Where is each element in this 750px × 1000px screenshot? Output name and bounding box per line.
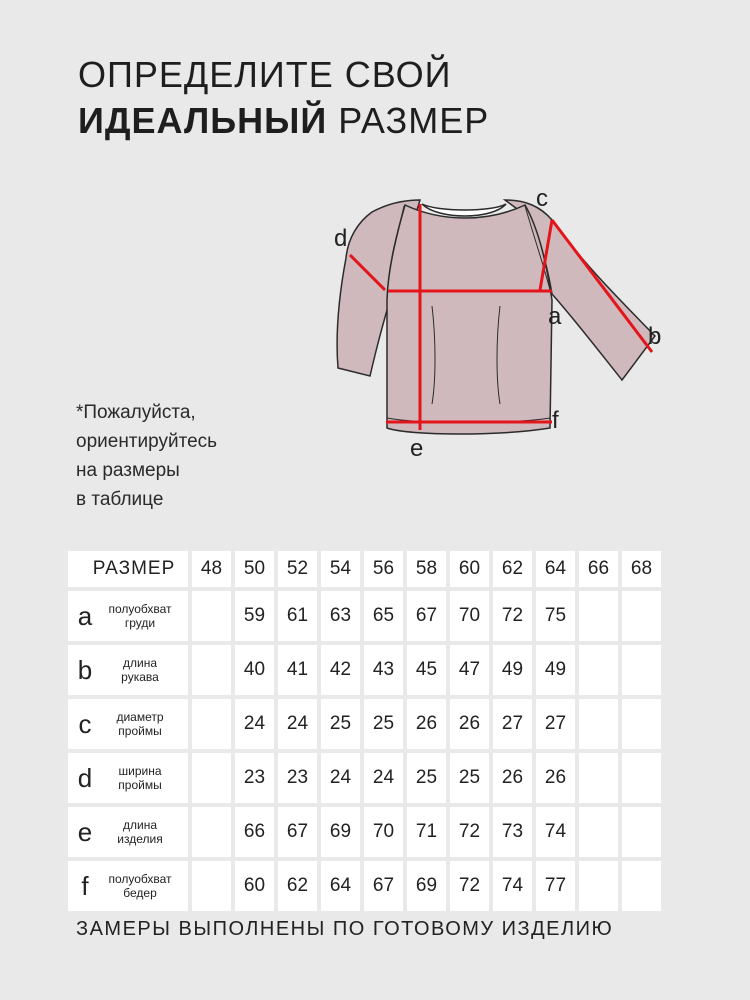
measurement-value: 70 bbox=[450, 591, 489, 641]
measurement-label bbox=[68, 699, 188, 749]
measurement-value: 24 bbox=[321, 753, 360, 803]
measurement-value bbox=[192, 861, 231, 911]
measurement-value: 69 bbox=[321, 807, 360, 857]
desc-line: проймы bbox=[118, 724, 162, 738]
measurement-value: 49 bbox=[536, 645, 575, 695]
measurement-value: 61 bbox=[278, 591, 317, 641]
measurement-label bbox=[68, 753, 188, 803]
garment-body bbox=[387, 205, 552, 434]
desc-line: полуобхват bbox=[108, 872, 172, 886]
note-line: на размеры bbox=[76, 460, 180, 481]
title-line-1: ОПРЕДЕЛИТЕ СВОЙ bbox=[78, 54, 452, 95]
measurement-value: 26 bbox=[407, 699, 446, 749]
measurement-value bbox=[622, 591, 661, 641]
measurement-value: 66 bbox=[235, 807, 274, 857]
measurement-value bbox=[192, 807, 231, 857]
measurement-value bbox=[622, 699, 661, 749]
measurement-label bbox=[68, 807, 188, 857]
title-bold-word: ИДЕАЛЬНЫЙ bbox=[78, 100, 328, 141]
measurement-value: 67 bbox=[407, 591, 446, 641]
measurement-value: 25 bbox=[407, 753, 446, 803]
measurement-row bbox=[68, 591, 661, 641]
measurement-letter: f bbox=[81, 870, 89, 901]
measurement-value: 72 bbox=[493, 591, 532, 641]
size-col: 50 bbox=[235, 551, 274, 587]
measurement-value: 24 bbox=[278, 699, 317, 749]
measurement-value bbox=[579, 861, 618, 911]
measurement-value: 40 bbox=[235, 645, 274, 695]
size-header-label: РАЗМЕР bbox=[68, 551, 188, 587]
measurement-label bbox=[68, 861, 188, 911]
measurement-desc bbox=[95, 656, 185, 684]
measurement-value: 67 bbox=[278, 807, 317, 857]
note-line: в таблице bbox=[76, 489, 164, 510]
measurement-value bbox=[579, 645, 618, 695]
measurement-value bbox=[579, 591, 618, 641]
measurement-row bbox=[68, 807, 661, 857]
measurement-value: 49 bbox=[493, 645, 532, 695]
measurement-value: 74 bbox=[493, 861, 532, 911]
measurement-letter: c bbox=[78, 708, 92, 739]
measurement-letter: e bbox=[77, 816, 93, 847]
note-line: *Пожалуйста, bbox=[76, 402, 196, 423]
measurement-value bbox=[192, 699, 231, 749]
measurement-value: 24 bbox=[235, 699, 274, 749]
measurement-value: 63 bbox=[321, 591, 360, 641]
size-header-row bbox=[68, 551, 661, 587]
size-col: 62 bbox=[493, 551, 532, 587]
measurement-value: 42 bbox=[321, 645, 360, 695]
measurement-value: 23 bbox=[278, 753, 317, 803]
measurement-desc bbox=[95, 872, 185, 900]
size-table bbox=[64, 547, 665, 915]
desc-line: рукава bbox=[121, 670, 159, 684]
measurement-label bbox=[68, 591, 188, 641]
measurement-value: 25 bbox=[321, 699, 360, 749]
measurement-value: 59 bbox=[235, 591, 274, 641]
label-e: e bbox=[410, 435, 424, 462]
measurement-value: 45 bbox=[407, 645, 446, 695]
measurement-value: 27 bbox=[536, 699, 575, 749]
measurement-value: 70 bbox=[364, 807, 403, 857]
sizing-note bbox=[76, 398, 296, 514]
measurement-value bbox=[622, 861, 661, 911]
measurement-row bbox=[68, 861, 661, 911]
measurement-desc bbox=[95, 602, 185, 630]
desc-line: проймы bbox=[118, 778, 162, 792]
size-col: 54 bbox=[321, 551, 360, 587]
measurement-letter: a bbox=[77, 600, 93, 631]
measurement-value: 67 bbox=[364, 861, 403, 911]
measurement-value: 25 bbox=[450, 753, 489, 803]
size-col: 48 bbox=[192, 551, 231, 587]
measurement-value: 23 bbox=[235, 753, 274, 803]
desc-line: ширина bbox=[118, 764, 162, 778]
measurement-desc bbox=[95, 764, 185, 792]
measurement-value: 26 bbox=[493, 753, 532, 803]
measurement-value: 72 bbox=[450, 861, 489, 911]
footer-note: ЗАМЕРЫ ВЫПОЛНЕНЫ ПО ГОТОВОМУ ИЗДЕЛИЮ bbox=[76, 918, 614, 940]
size-col: 58 bbox=[407, 551, 446, 587]
measurement-value: 60 bbox=[235, 861, 274, 911]
measurement-value bbox=[192, 753, 231, 803]
size-col: 66 bbox=[579, 551, 618, 587]
measurement-value: 71 bbox=[407, 807, 446, 857]
label-b: b bbox=[648, 323, 662, 350]
measurement-value: 41 bbox=[278, 645, 317, 695]
label-c: c bbox=[536, 185, 548, 212]
measurement-value: 62 bbox=[278, 861, 317, 911]
desc-line: бедер bbox=[123, 886, 157, 900]
measurement-value: 69 bbox=[407, 861, 446, 911]
measurement-value bbox=[622, 753, 661, 803]
size-col: 68 bbox=[622, 551, 661, 587]
measurement-row bbox=[68, 699, 661, 749]
measurement-value: 26 bbox=[450, 699, 489, 749]
measurement-value: 72 bbox=[450, 807, 489, 857]
label-a: a bbox=[548, 303, 562, 330]
size-col: 56 bbox=[364, 551, 403, 587]
desc-line: длина bbox=[122, 656, 157, 670]
size-col: 52 bbox=[278, 551, 317, 587]
measurement-value: 47 bbox=[450, 645, 489, 695]
measurement-value bbox=[622, 645, 661, 695]
measurement-value: 64 bbox=[321, 861, 360, 911]
desc-line: длина bbox=[122, 818, 157, 832]
measurement-letter: d bbox=[77, 762, 93, 793]
measurement-value bbox=[579, 753, 618, 803]
measurement-value: 27 bbox=[493, 699, 532, 749]
measurement-label bbox=[68, 645, 188, 695]
desc-line: полуобхват bbox=[108, 602, 172, 616]
measurement-value: 25 bbox=[364, 699, 403, 749]
measurement-value: 43 bbox=[364, 645, 403, 695]
title-rest-word: РАЗМЕР bbox=[338, 100, 490, 141]
desc-line: диаметр bbox=[116, 710, 164, 724]
measurement-value: 77 bbox=[536, 861, 575, 911]
note-line: ориентируйтесь bbox=[76, 431, 218, 452]
desc-line: груди bbox=[124, 616, 156, 630]
measurement-value bbox=[579, 699, 618, 749]
measurement-value bbox=[192, 591, 231, 641]
desc-line: изделия bbox=[117, 832, 163, 846]
measurement-value: 73 bbox=[493, 807, 532, 857]
measurement-value: 75 bbox=[536, 591, 575, 641]
label-f: f bbox=[552, 407, 559, 434]
measurement-value bbox=[192, 645, 231, 695]
measurement-letter: b bbox=[77, 654, 93, 685]
size-col: 64 bbox=[536, 551, 575, 587]
measurement-desc bbox=[95, 818, 185, 846]
measurement-value: 74 bbox=[536, 807, 575, 857]
measurement-value: 24 bbox=[364, 753, 403, 803]
measurement-value bbox=[579, 807, 618, 857]
measurement-value: 65 bbox=[364, 591, 403, 641]
measurement-row bbox=[68, 645, 661, 695]
measurement-value: 26 bbox=[536, 753, 575, 803]
measurement-row bbox=[68, 753, 661, 803]
size-col: 60 bbox=[450, 551, 489, 587]
label-d: d bbox=[334, 225, 348, 252]
measurement-value bbox=[622, 807, 661, 857]
measurement-desc bbox=[95, 710, 185, 738]
